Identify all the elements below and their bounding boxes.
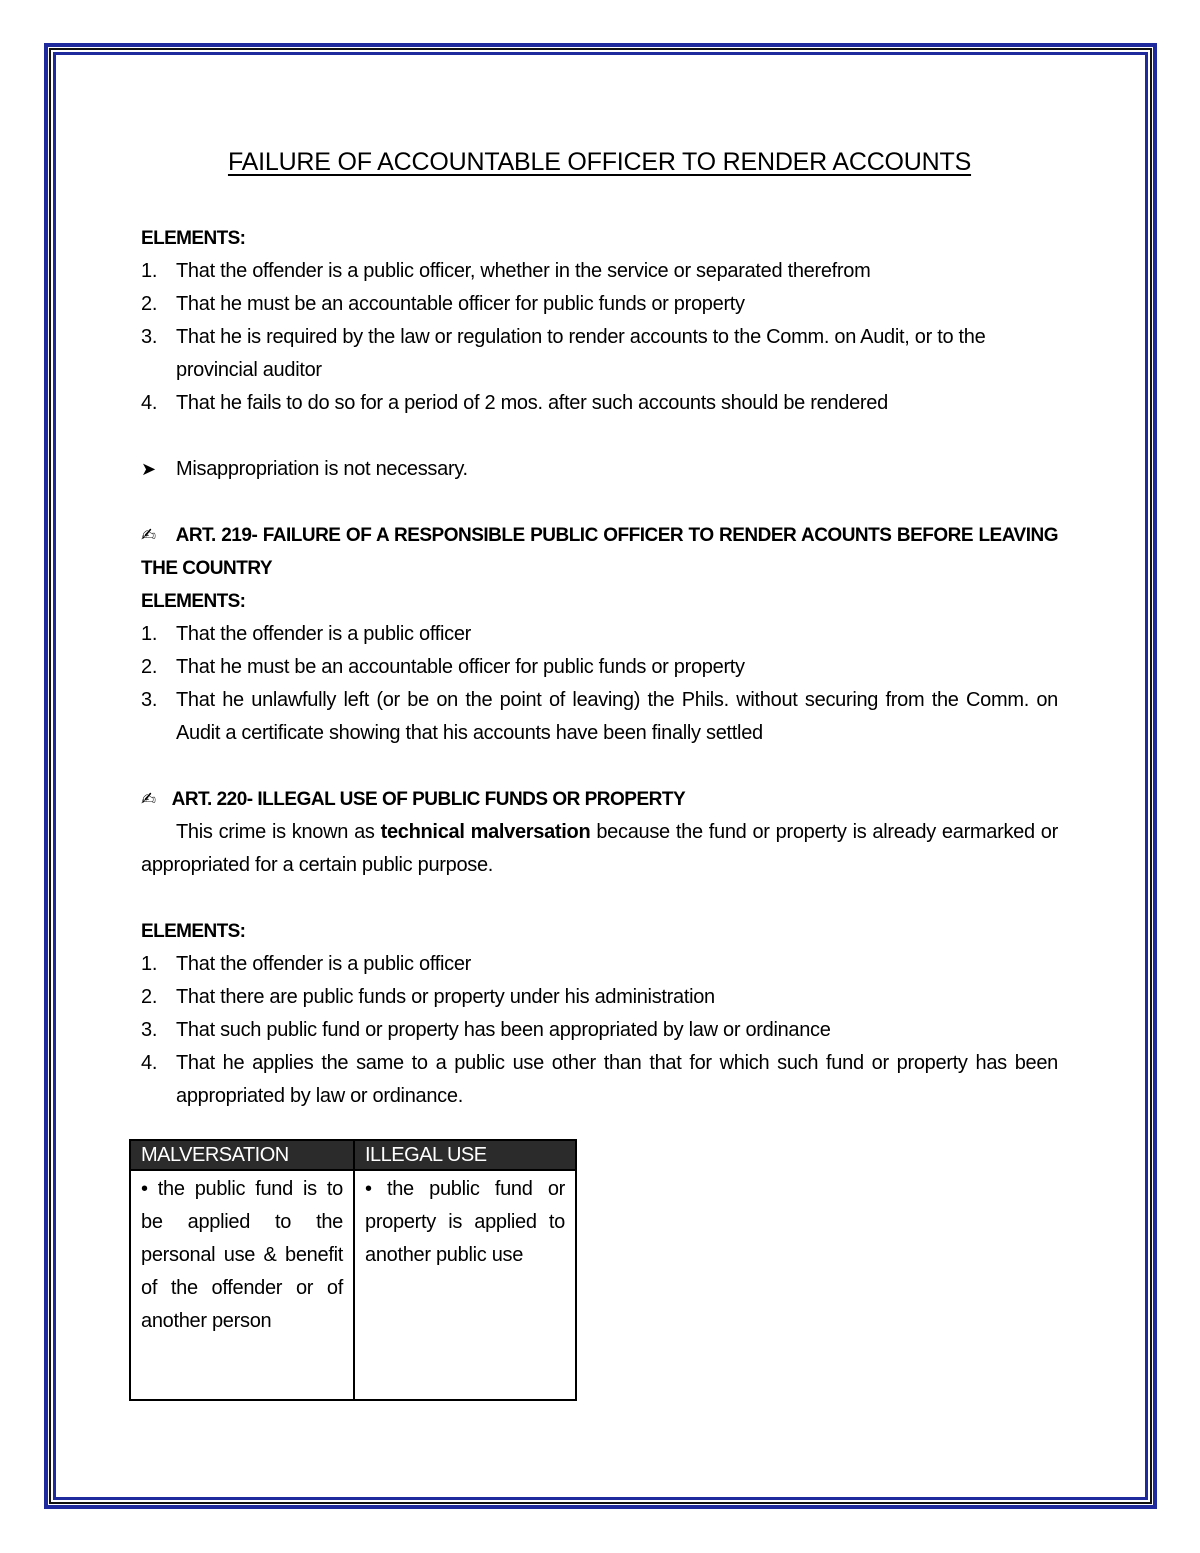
document-body	[141, 140, 1058, 1113]
list-item: 3. That he unlawfully left (or be on the point of leaving) the Phils. without securing from the Comm. on Audit a certificate showing that his accounts have been finally settled	[141, 689, 1058, 744]
arrowhead-bullet-icon: ➤	[141, 459, 156, 479]
table-cell-malversation: • the public fund is to be applied to the personal use & benefit of the offender or of another person	[130, 1170, 354, 1400]
table-header-illegal-use: ILLEGAL USE	[354, 1140, 576, 1170]
list-item: 3. That he is required by the law or regulation to render accounts to the Comm. on Audit, or to the provincial auditor	[141, 326, 986, 381]
article-description: This crime is known as technical malversation because the fund or property is already earmarked or appropriated for a certain public purpose.	[141, 821, 1058, 876]
list-item: 1. That the offender is a public officer	[141, 623, 472, 645]
note-item	[141, 453, 1058, 486]
elements-list	[141, 618, 1058, 750]
list-item: 2. That there are public funds or property under his administration	[141, 986, 715, 1008]
elements-list	[141, 255, 1058, 420]
list-item: 4. That he applies the same to a public use other than that for which such fund or property has been appropriated by law or ordinance.	[141, 1052, 1058, 1107]
elements-list	[141, 948, 1058, 1113]
table-cell-illegal-use: • the public fund or property is applied to another public use	[354, 1170, 576, 1400]
list-item: 1. That the offender is a public officer, whether in the service or separated therefrom	[141, 260, 871, 282]
elements-label: ELEMENTS:	[141, 228, 246, 249]
list-item: 3. That such public fund or property has been appropriated by law or ordinance	[141, 1019, 831, 1041]
table-row	[130, 1170, 576, 1400]
comparison-table	[129, 1139, 577, 1401]
article-heading: ✍ ART. 219- FAILURE OF A RESPONSIBLE PUBLIC OFFICER TO RENDER ACOUNTS BEFORE LEAVING THE COUNTRY	[141, 519, 1058, 585]
list-item: 2. That he must be an accountable officer for public funds or property	[141, 656, 745, 678]
elements-label: ELEMENTS:	[141, 921, 246, 942]
note-text: Misappropriation is not necessary.	[176, 458, 468, 480]
list-item: 1. That the offender is a public officer	[141, 953, 472, 975]
writing-hand-icon: ✍	[141, 525, 156, 545]
writing-hand-icon: ✍	[141, 789, 156, 809]
list-item: 4. That he fails to do so for a period of 2 mos. after such accounts should be rendered	[141, 392, 888, 414]
table-header-malversation: MALVERSATION	[130, 1140, 354, 1170]
table-header-row	[130, 1140, 576, 1170]
list-item: 2. That he must be an accountable officer for public funds or property	[141, 293, 745, 315]
elements-label: ELEMENTS:	[141, 591, 246, 612]
page-title: FAILURE OF ACCOUNTABLE OFFICER TO RENDER ACCOUNTS	[227, 148, 972, 176]
article-heading: ✍ ART. 220- ILLEGAL USE OF PUBLIC FUNDS OR PROPERTY	[141, 783, 1058, 816]
